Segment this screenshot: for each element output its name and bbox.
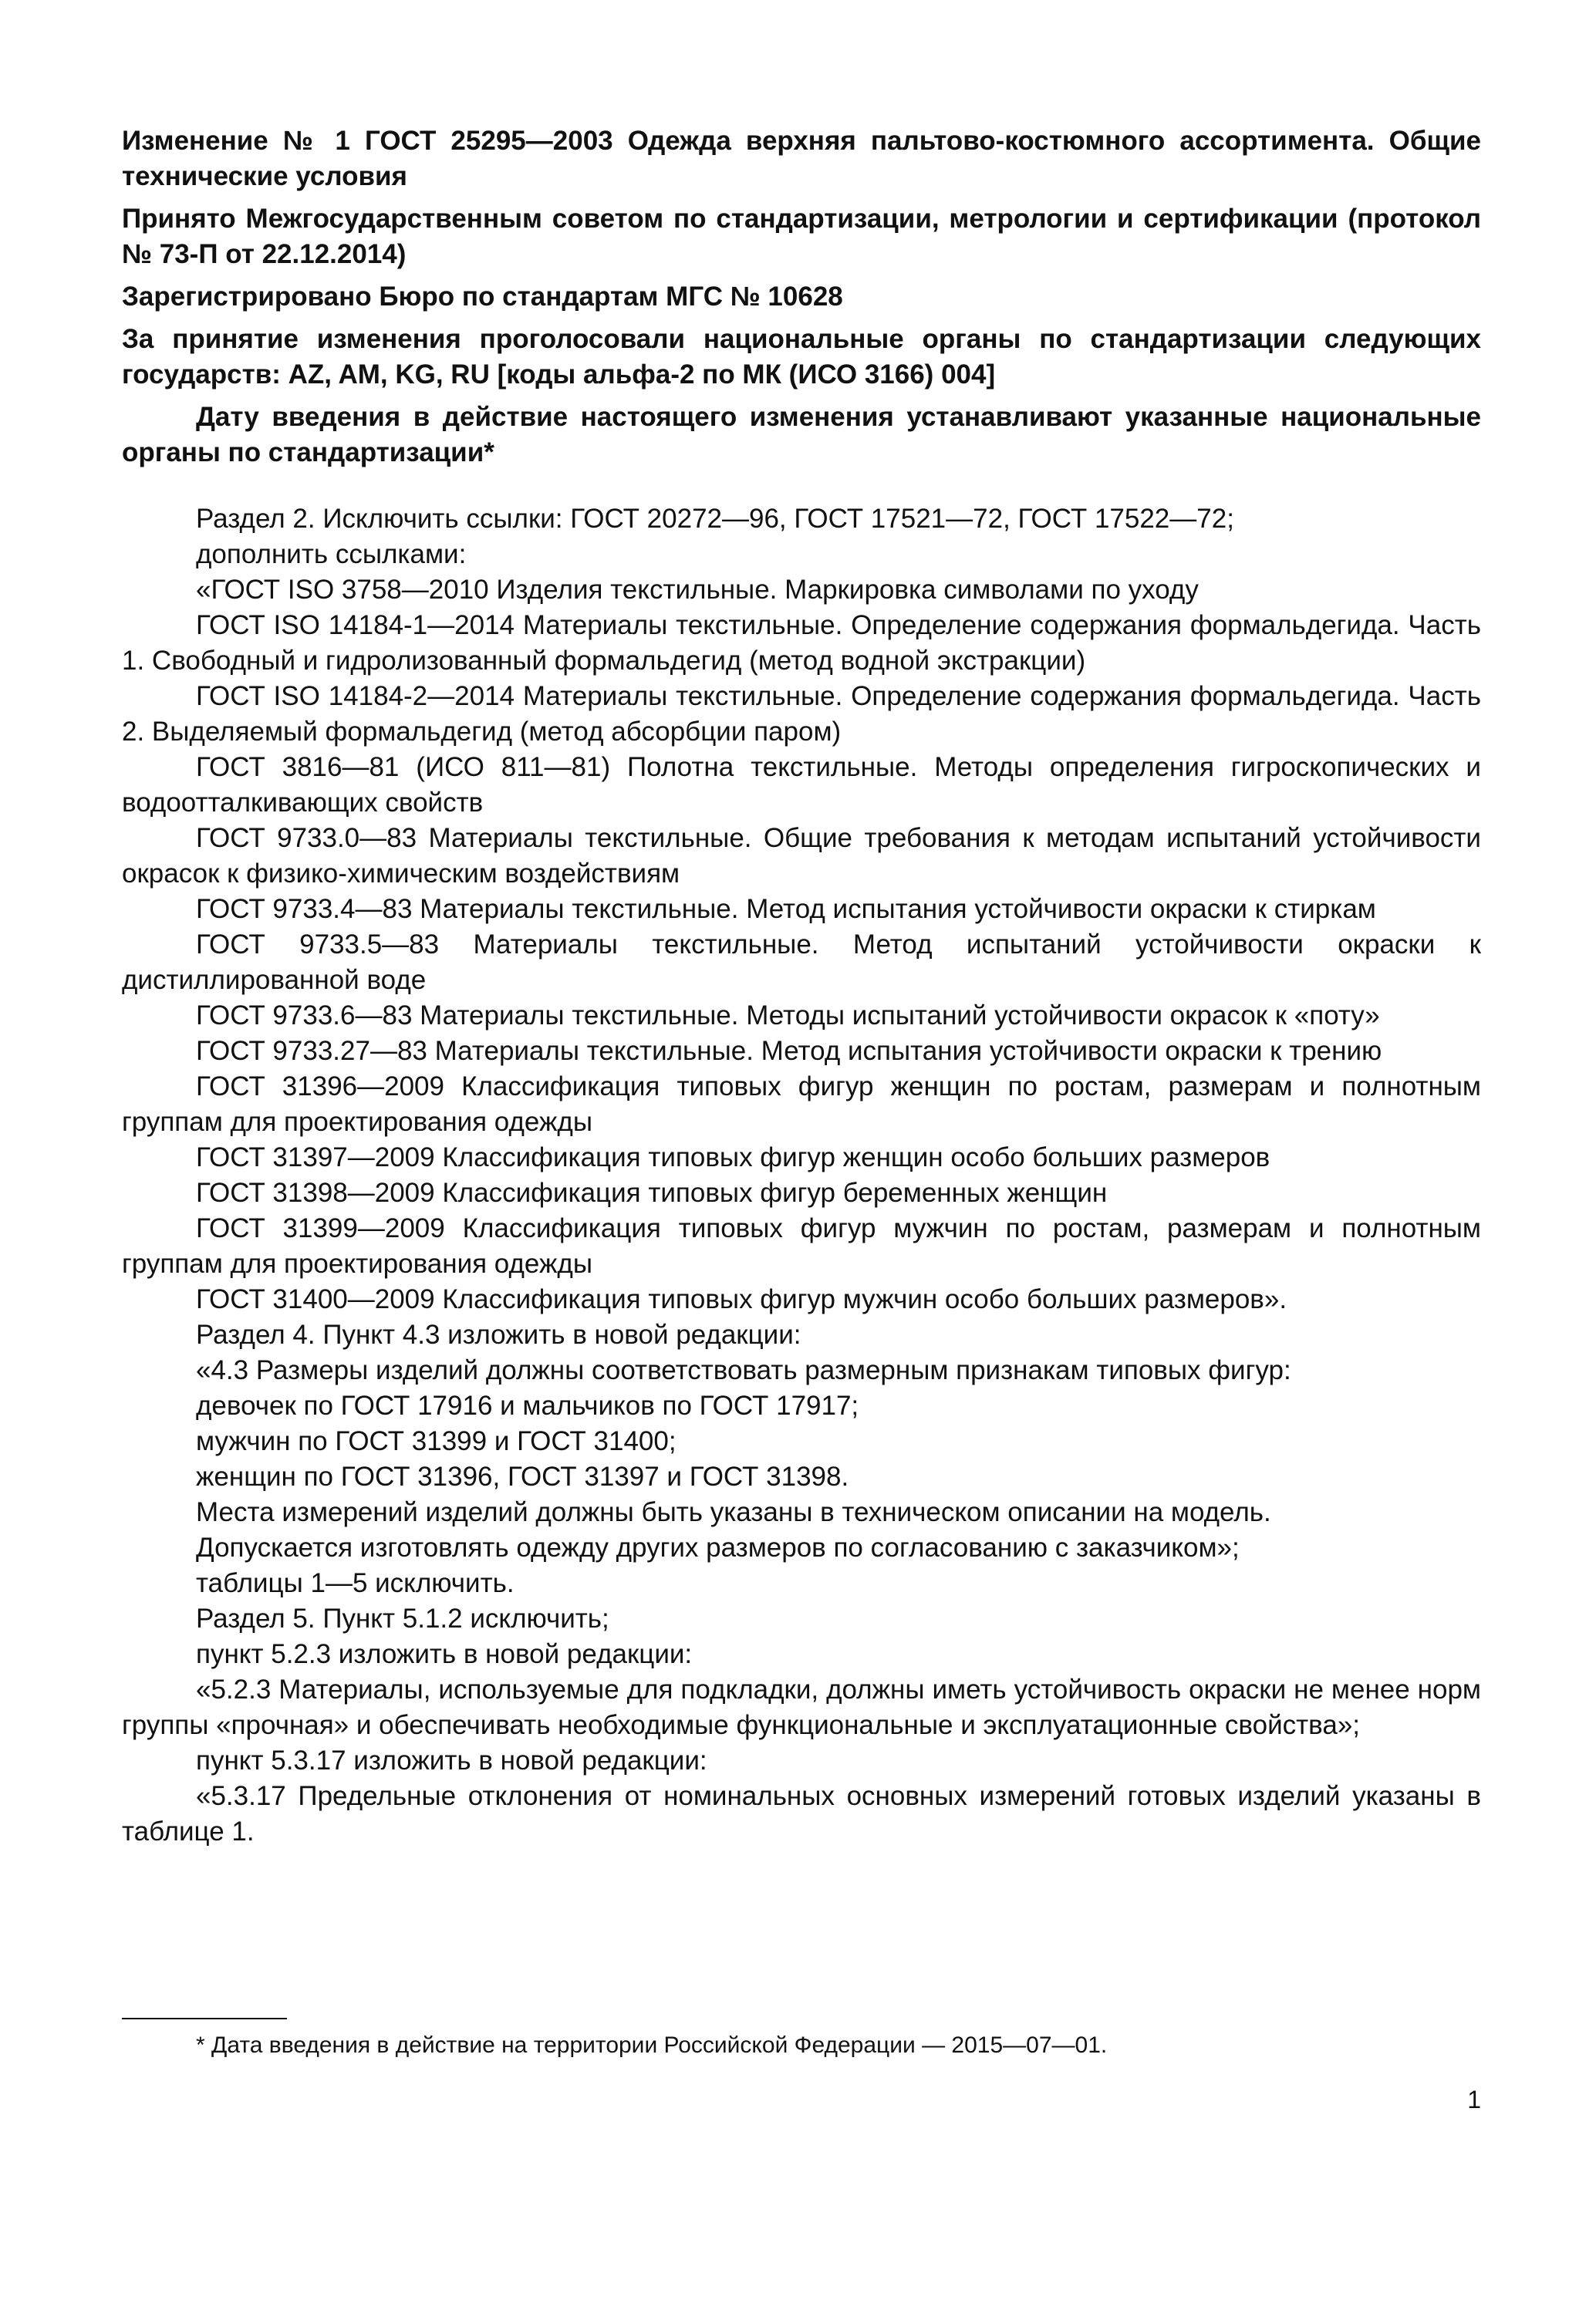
body-paragraph: таблицы 1—5 исключить. (196, 1568, 515, 1598)
footnote-text: * Дата введения в действие на территории Российской Федерации — 2015—07—01. (196, 2032, 1108, 2058)
body-paragraph: ГОСТ 9733.5—83 Материалы текстильные. Метод испытаний устойчивости окраски к дистиллированной воде (122, 929, 1481, 995)
body-paragraph: мужчин по ГОСТ 31399 и ГОСТ 31400; (196, 1426, 677, 1456)
body-paragraph: ГОСТ 9733.0—83 Материалы текстильные. Общие требования к методам испытаний устойчивости окрасок к физико-химическим воздействиям (122, 823, 1481, 889)
body-paragraph: Раздел 2. Исключить ссылки: ГОСТ 20272—96, ГОСТ 17521—72, ГОСТ 17522—72; (196, 504, 1234, 534)
body-paragraph: ГОСТ 3816—81 (ИСО 811—81) Полотна текстильные. Методы определения гигроскопических и водоотталкивающих свойств (122, 752, 1481, 818)
body-paragraph: Раздел 5. Пункт 5.1.2 исключить; (196, 1604, 609, 1634)
body-paragraph: девочек по ГОСТ 17916 и мальчиков по ГОСТ 17917; (196, 1391, 859, 1421)
body-paragraph: пункт 5.3.17 изложить в новой редакции: (196, 1746, 707, 1776)
amendment-title: Изменение № 1 ГОСТ 25295—2003 Одежда верхняя пальтово-костюмного ассортимента. Общие технические условия (122, 126, 1481, 191)
document-body (122, 501, 1481, 1850)
body-paragraph: «5.3.17 Предельные отклонения от номинальных основных измерений готовых изделий указаны в таблице 1. (122, 1781, 1481, 1847)
body-paragraph: «4.3 Размеры изделий должны соответствовать размерным признакам типовых фигур: (196, 1355, 1291, 1385)
body-paragraph: ГОСТ ISO 14184-1—2014 Материалы текстильные. Определение содержания формальдегида. Часть 1. Свободный и гидролизованный формальдегид (метод водной экстракции) (122, 610, 1481, 676)
body-paragraph: дополнить ссылками: (196, 539, 467, 569)
body-paragraph: Раздел 4. Пункт 4.3 изложить в новой редакции: (196, 1320, 801, 1350)
body-paragraph: ГОСТ 31399—2009 Классификация типовых фигур мужчин по ростам, размерам и полнотным группам для проектирования одежды (122, 1213, 1481, 1279)
document-header (122, 123, 1481, 471)
body-paragraph: «5.2.3 Материалы, используемые для подкладки, должны иметь устойчивость окраски не менее норм группы «прочная» и обеспечивать необходимые функциональные и эксплуатационные свойства»; (122, 1675, 1481, 1740)
page-number: 1 (1467, 2086, 1481, 2113)
body-paragraph: ГОСТ 31398—2009 Классификация типовых фигур беременных женщин (196, 1178, 1108, 1208)
body-paragraph: ГОСТ 31397—2009 Классификация типовых фигур женщин особо больших размеров (196, 1142, 1270, 1172)
body-paragraph: ГОСТ ISO 14184-2—2014 Материалы текстильные. Определение содержания формальдегида. Часть 2. Выделяемый формальдегид (метод абсорбции паром) (122, 681, 1481, 747)
voting-statement: За принятие изменения проголосовали национальные органы по стандартизации следующих государств: AZ, AM, KG, RU [коды альфа-2 по МК (ИСО 3166) 004] (122, 324, 1481, 390)
body-paragraph: ГОСТ 31400—2009 Классификация типовых фигур мужчин особо больших размеров». (196, 1284, 1287, 1314)
body-paragraph: Допускается изготовлять одежду других размеров по согласованию с заказчиком»; (196, 1533, 1240, 1563)
body-paragraph: «ГОСТ ISO 3758—2010 Изделия текстильные. Маркировка символами по уходу (196, 575, 1199, 605)
body-paragraph: ГОСТ 31396—2009 Классификация типовых фигур женщин по ростам, размерам и полнотным группам для проектирования одежды (122, 1071, 1481, 1137)
footnote-divider (122, 2018, 287, 2019)
document-page (122, 123, 1481, 1850)
body-paragraph: Места измерений изделий должны быть указаны в техническом описании на модель. (196, 1497, 1271, 1527)
adoption-statement: Принято Межгосударственным советом по стандартизации, метрологии и сертификации (протокол № 73-П от 22.12.2014) (122, 204, 1481, 269)
body-paragraph: ГОСТ 9733.4—83 Материалы текстильные. Метод испытания устойчивости окраски к стиркам (196, 894, 1376, 924)
body-paragraph: женщин по ГОСТ 31396, ГОСТ 31397 и ГОСТ 31398. (196, 1462, 849, 1492)
effective-date-statement: Дату введения в действие настоящего изменения устанавливают указанные национальные органы по стандартизации* (122, 402, 1481, 467)
body-paragraph: ГОСТ 9733.6—83 Материалы текстильные. Методы испытаний устойчивости окрасок к «поту» (196, 1000, 1380, 1031)
body-paragraph: пункт 5.2.3 изложить в новой редакции: (196, 1639, 693, 1669)
registration-statement: Зарегистрировано Бюро по стандартам МГС № 10628 (122, 282, 843, 312)
body-paragraph: ГОСТ 9733.27—83 Материалы текстильные. Метод испытания устойчивости окраски к трению (196, 1036, 1382, 1066)
footnote-area (122, 2018, 1481, 2061)
